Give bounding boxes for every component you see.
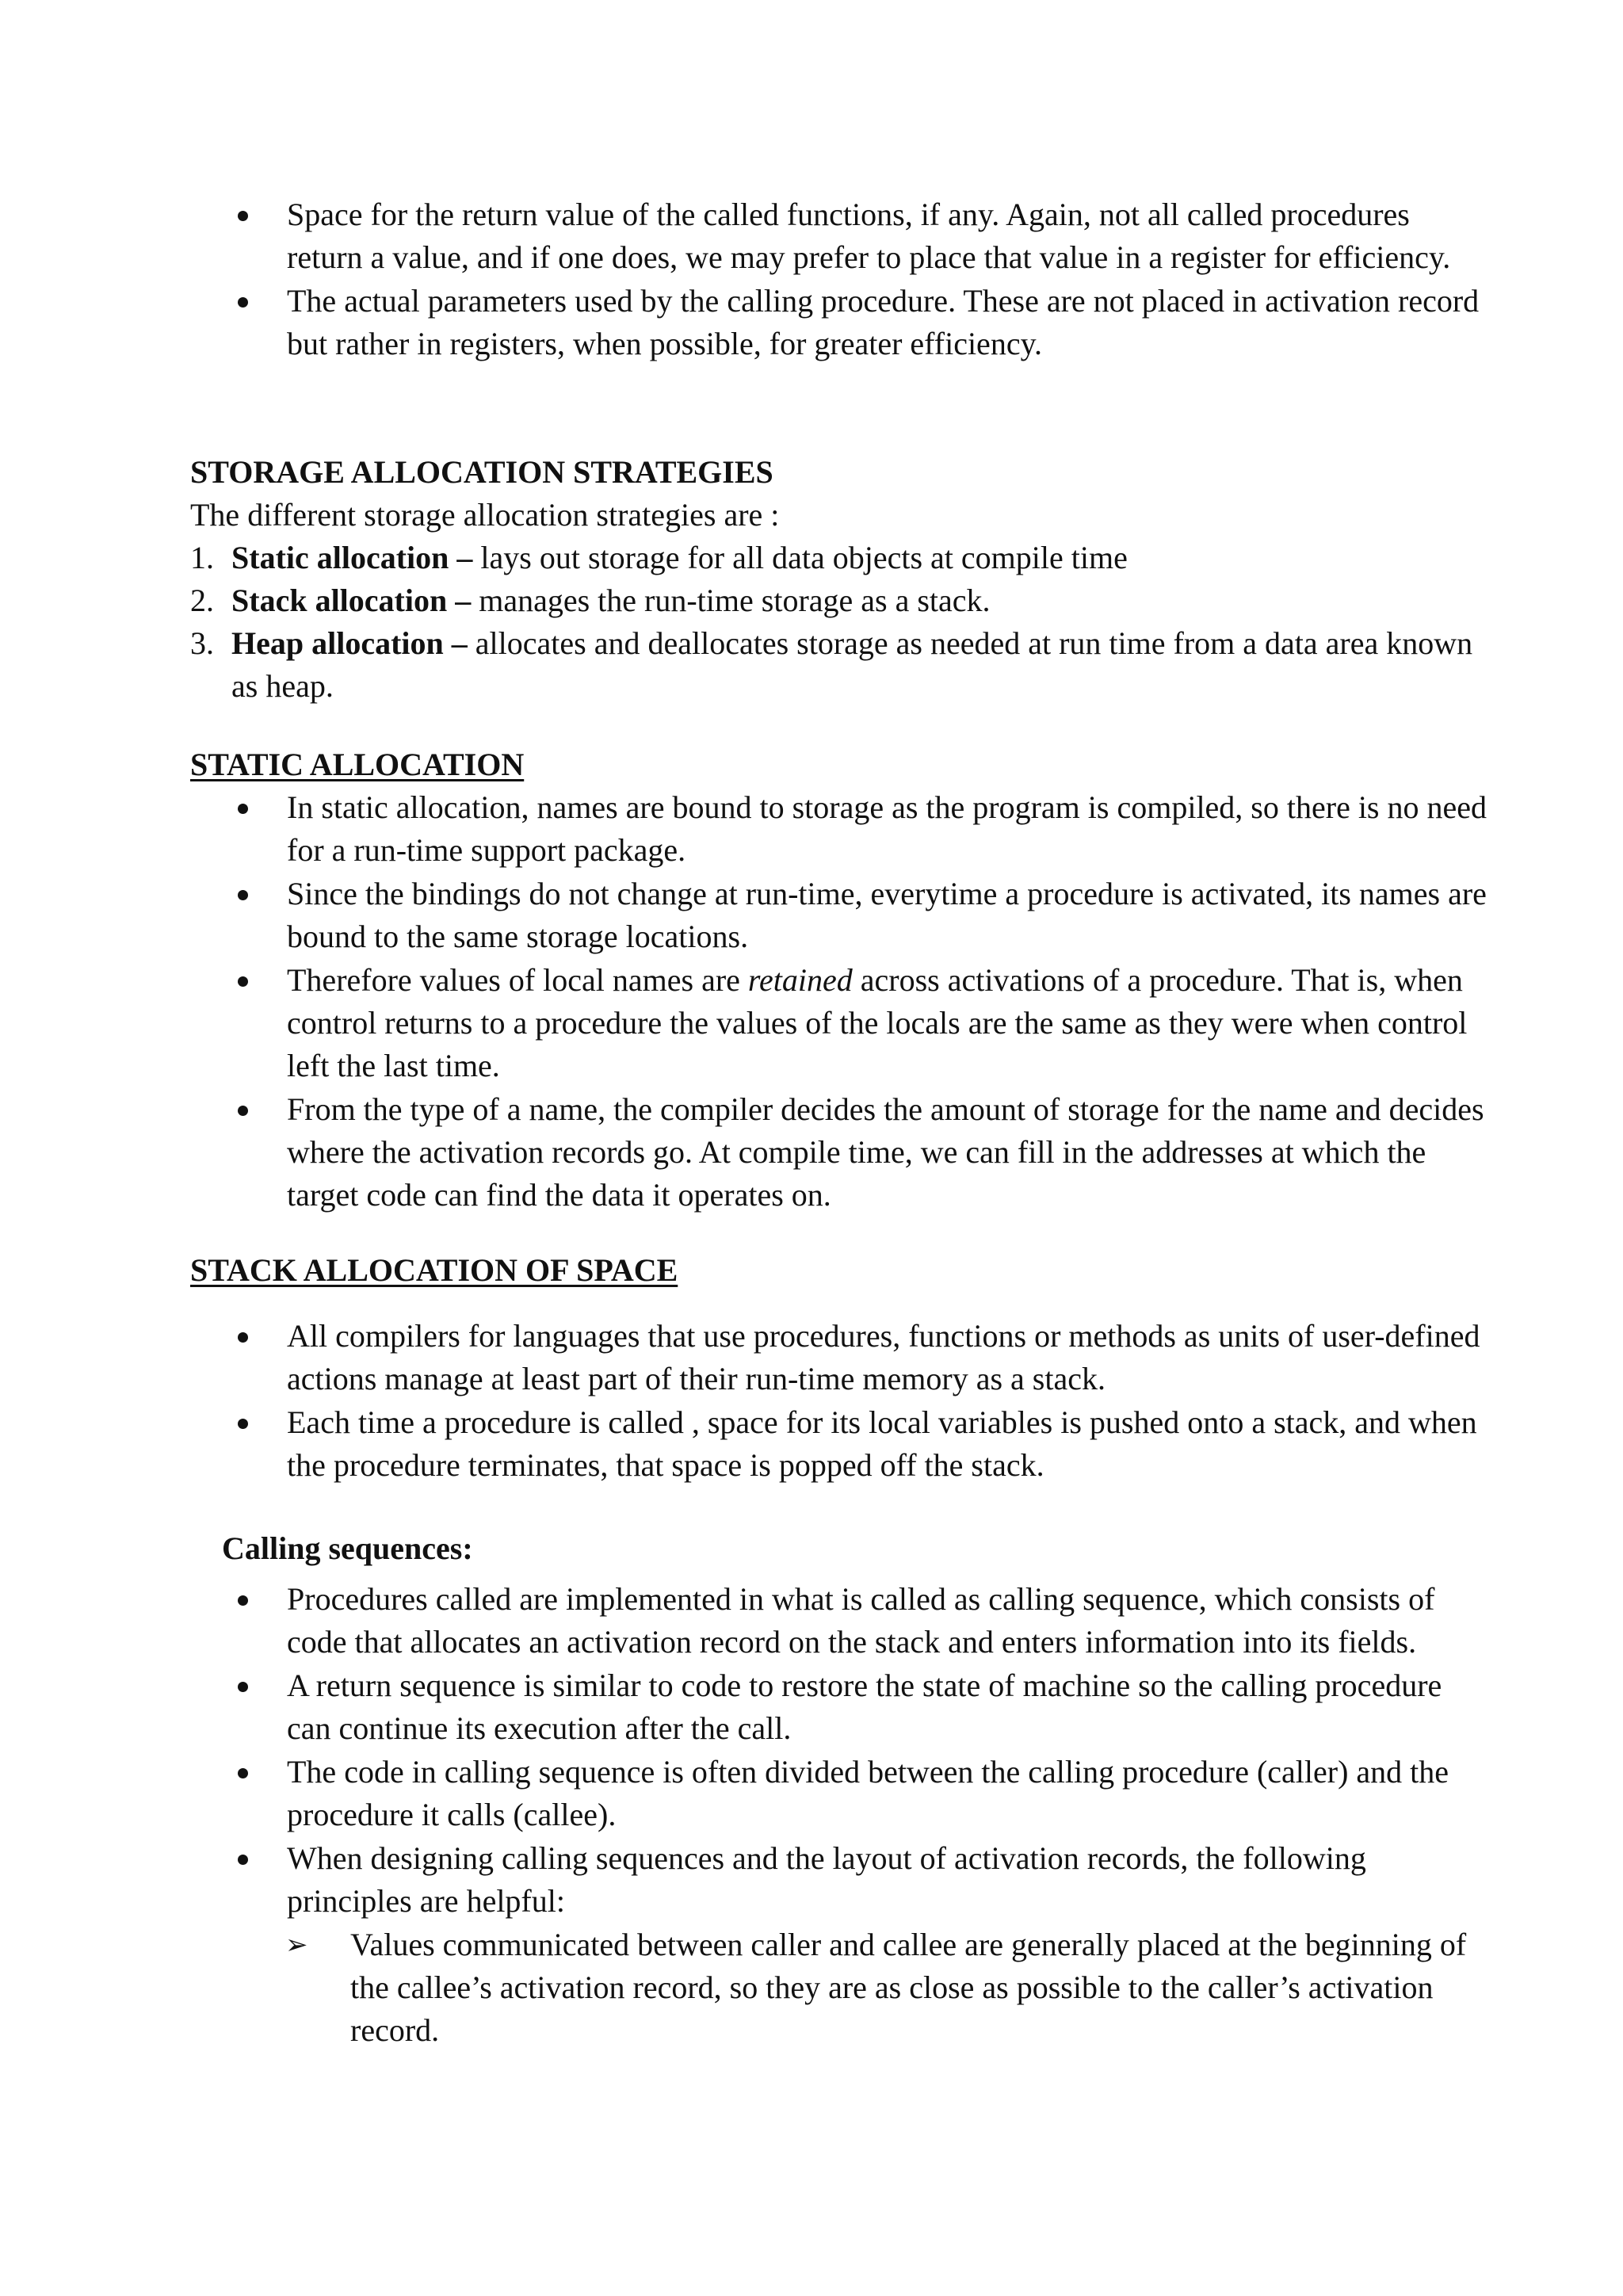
strategy-term: Heap allocation – [231,625,468,661]
static-allocation-section [190,743,1490,1217]
list-item [190,1578,1490,1664]
list-item [190,1315,1490,1400]
list-item [190,1401,1490,1487]
bullet-dot-icon [238,1682,248,1692]
storage-strategies-heading: STORAGE ALLOCATION STRATEGIES [190,454,773,490]
calling-sequences-list [190,1578,1490,1923]
bullet-dot-icon [238,1855,248,1865]
calling-sequences-heading: Calling sequences: [222,1530,473,1566]
bullet-dot-icon [238,297,248,308]
list-item [190,1924,1490,2052]
item-number: 1. [190,540,214,575]
list-item [190,873,1490,958]
list-item [190,1664,1490,1750]
strategy-term: Static allocation – [231,540,473,575]
intro-bullets-section [190,193,1490,366]
bullet-text-after: across activations of a procedure. That is, when control returns to a procedure the values of the locals are the same as they were when control left the last time. [287,962,1468,1083]
bullet-text: When designing calling sequences and the layout of activation records, the following principles are helpful: [287,1840,1366,1919]
bullet-dot-icon [238,890,248,900]
bullet-text-before: Therefore values of local names are [287,962,748,998]
list-item [190,537,1490,579]
bullet-dot-icon [238,1595,248,1606]
bullet-text: All compilers for languages that use procedures, functions or methods as units of user-defined actions manage at least part of their run-time memory as a stack. [287,1318,1480,1396]
static-allocation-heading: STATIC ALLOCATION [190,747,525,782]
strategy-description: allocates and deallocates storage as needed at run time from a data area known as heap. [231,625,1473,704]
emphasis-retained: retained [747,962,853,998]
list-item [190,579,1490,622]
list-item [190,280,1490,365]
list-item [190,959,1490,1087]
bullet-dot-icon [238,804,248,814]
intro-bullet-list [190,193,1490,365]
bullet-text: In static allocation, names are bound to storage as the program is compiled, so there is no need for a run-time support package. [287,789,1487,868]
calling-sequences-sub-list [190,1924,1490,2052]
bullet-dot-icon [238,976,248,987]
bullet-text: Space for the return value of the called functions, if any. Again, not all called procedures return a value, and if one does, we may prefer to place that value in a register for efficiency. [287,197,1451,275]
bullet-text: From the type of a name, the compiler decides the amount of storage for the name and decides where the activation records go. At compile time, we can fill in the addresses at which the target code can find the data it operates on. [287,1091,1484,1213]
bullet-text: Since the bindings do not change at run-time, everytime a procedure is activated, its names are bound to the same storage locations. [287,876,1487,954]
static-allocation-list [190,786,1490,1217]
strategy-description: lays out storage for all data objects at compile time [472,540,1128,575]
stack-allocation-section [190,1249,1490,1488]
list-item [190,193,1490,279]
bullet-text: Each time a procedure is called , space for its local variables is pushed onto a stack, and when the procedure terminates, that space is popped off the stack. [287,1404,1477,1483]
calling-sequences-section [190,1527,1490,2052]
strategy-description: manages the run-time storage as a stack. [471,583,991,618]
bullet-dot-icon [238,1419,248,1429]
bullet-dot-icon [238,211,248,221]
list-item [190,1088,1490,1217]
list-item [190,1751,1490,1836]
strategy-term: Stack allocation – [231,583,472,618]
bullet-text: The actual parameters used by the calling procedure. These are not placed in activation record but rather in registers, when possible, for greater efficiency. [287,283,1480,361]
list-item [190,1837,1490,1923]
item-number: 3. [190,625,214,661]
storage-strategies-section [190,451,1490,708]
item-number: 2. [190,583,214,618]
list-item [190,786,1490,872]
storage-strategies-intro: The different storage allocation strategies are : [190,497,780,533]
bullet-dot-icon [238,1332,248,1343]
bullet-dot-icon [238,1106,248,1116]
strategies-list [190,537,1490,708]
stack-allocation-list [190,1315,1490,1487]
bullet-text: A return sequence is similar to code to restore the state of machine so the calling procedure can continue its execution after the call. [287,1668,1442,1746]
arrow-bullet-icon: ➢ [285,1929,308,1961]
bullet-text: Procedures called are implemented in what is called as calling sequence, which consists of code that allocates an activation record on the stack and enters information into its fields. [287,1581,1435,1660]
bullet-text: The code in calling sequence is often divided between the calling procedure (caller) and the procedure it calls (callee). [287,1754,1449,1832]
list-item [190,622,1490,708]
stack-allocation-heading: STACK ALLOCATION OF SPACE [190,1252,678,1288]
sub-bullet-text: Values communicated between caller and callee are generally placed at the beginning of the callee’s activation record, so they are as close as possible to the caller’s activation record. [350,1927,1467,2048]
bullet-dot-icon [238,1768,248,1778]
